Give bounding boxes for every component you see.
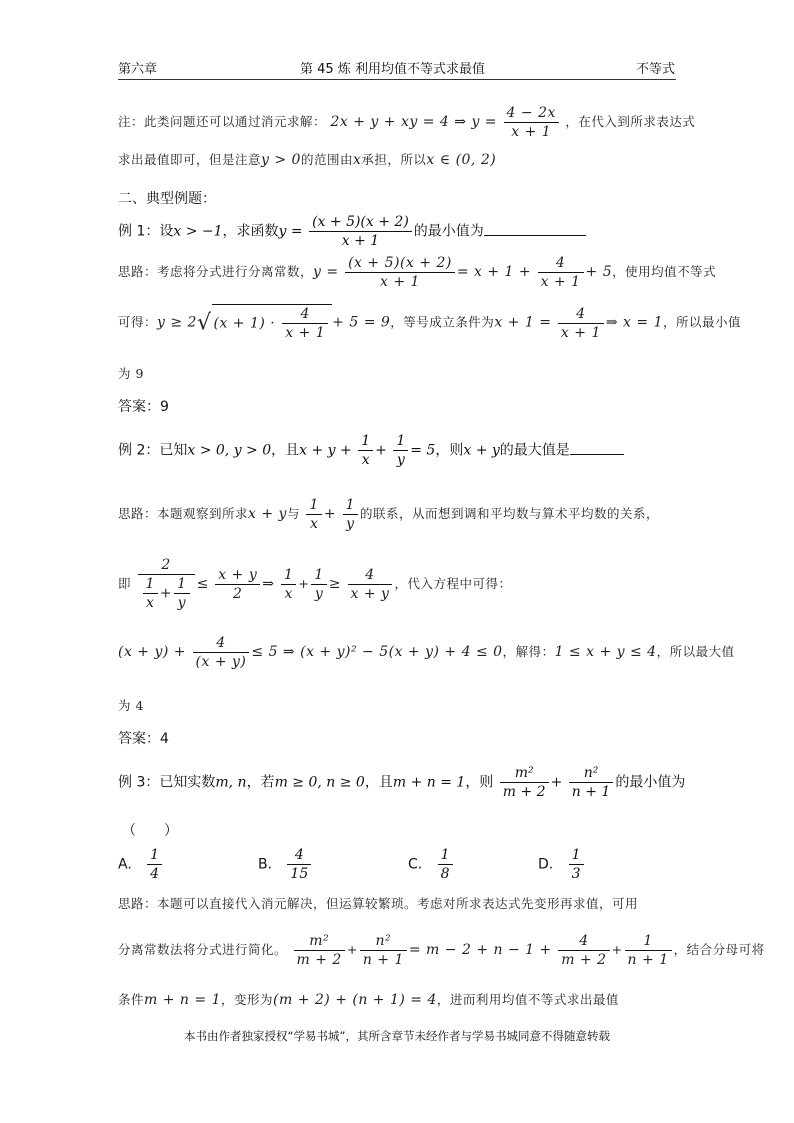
section-title: 二、典型例题： [118,191,216,207]
ex1-fraction: $\frac{(x + 5)(x + 2)}{x + 1}$ [309,213,412,250]
answer-blank[interactable] [484,235,586,236]
answer-blank[interactable] [570,454,624,455]
example-2-question: 例 2：已知x > 0, y > 0，且x + y + $\frac{1}{x}$ + $\frac{1}{y}$ = 5，则x + y的最大值是 [118,432,624,469]
option-c[interactable]: C. $\frac{1}{8}$ [408,846,455,883]
example-1-question: 例 1：设x > −1，求函数y = $\frac{(x + 5)(x + 2)}{x + 1}$ 的最小值为 [118,213,586,250]
example-1-idea-3: 为 9 [118,366,144,381]
header-chapter: 第六章 [118,62,158,77]
note-equation: 2x + y + xy = 4 ⇒ y = [330,114,498,131]
example-3-question: 例 3：已知实数m, n，若m ≥ 0, n ≥ 0，且m + n = 1，则 $\frac{\text{m²}}{m + 2}$ + $\frac{\text{n²}}{n + 1}$ 的最小值为 [118,765,686,801]
example-2-idea-4: 为 4 [118,698,144,713]
example-2-idea-2: 即 2 $\frac{1}{x}$ + $\frac{1}{y}$ ≤ $\frac{x + y}{2}$ ⇒ $\frac{1}{x}$ + $\frac{1}{y}$ ≥ $\frac{4}{x + y}$ ，代入方程中可得： [118,557,512,612]
header-rule [118,79,676,80]
note-line-2: 求出最值即可，但是注意y > 0的范围由x承担，所以x ∈ (0, 2) [118,152,497,168]
example-1-idea-1: 思路：考虑将分式进行分离常数，y = $\frac{(x + 5)(x + 2)}{x + 1}$ = x + 1 + $\frac{4}{x + 1}$ + 5，使用均值不等式 [118,255,717,291]
example-3-idea-3: 条件m + n = 1，变形为(m + 2) + (n + 1) = 4，进而利用均值不等式求出最值 [118,992,619,1008]
example-1-idea-2: 可得：y ≥ 2√ (x + 1) · $\frac{4}{x + 1}$ + 5 = 9，等号成立条件为x + 1 = $\frac{4}{x + 1}$ ⇒ x = 1，所以最小值 [118,305,741,342]
note-fraction: $\frac{4 - 2x}{x + 1}$ [504,104,559,141]
option-b[interactable]: B. $\frac{4}{15}$ [258,846,313,883]
note-text: ，在代入到所求表达式 [565,114,696,130]
example-3-idea-2: 分离常数法将分式进行简化。 $\frac{\text{m²}}{m + 2}$ + $\frac{\text{n²}}{n + 1}$ = m − 2 + n − 1 + $\frac{4}{m + 2}$ + $\frac{1}{n + 1}$ ，结合分母可将 [118,933,765,969]
note-line-1 [118,104,695,141]
option-d[interactable]: D. $\frac{1}{3}$ [538,846,586,883]
example-1-answer: 答案：9 [118,399,169,415]
example-2-idea-3: (x + y) + $\frac{4}{(x + y)}$ ≤ 5 ⇒ (x + y)² − 5(x + y) + 4 ≤ 0，解得：1 ≤ x + y ≤ 4，所以最大值 [118,635,735,671]
footer-copyright: 本书由作者独家授权“学易书城”，其所含章节未经作者与学易书城同意不得随意转载 [184,1029,610,1043]
header-topic: 不等式 [636,62,676,77]
example-2-answer: 答案：4 [118,731,169,747]
example-3-idea-1: 思路：本题可以直接代入消元解决，但运算较繁琐。考虑对所求表达式先变形再求值，可用 [118,896,639,911]
example-3-paren: （ ） [122,823,178,839]
example-2-idea-1: 思路：本题观察到所求x + y与 $\frac{1}{x}$ + $\frac{1}{y}$ 的联系，从而想到调和平均数与算术平均数的关系， [118,497,660,533]
note-text: 注：此类问题还可以通过消元求解： [118,114,327,130]
option-a[interactable]: A. $\frac{1}{4}$ [118,846,164,883]
header-title: 第 45 炼 利用均值不等式求最值 [300,62,485,77]
